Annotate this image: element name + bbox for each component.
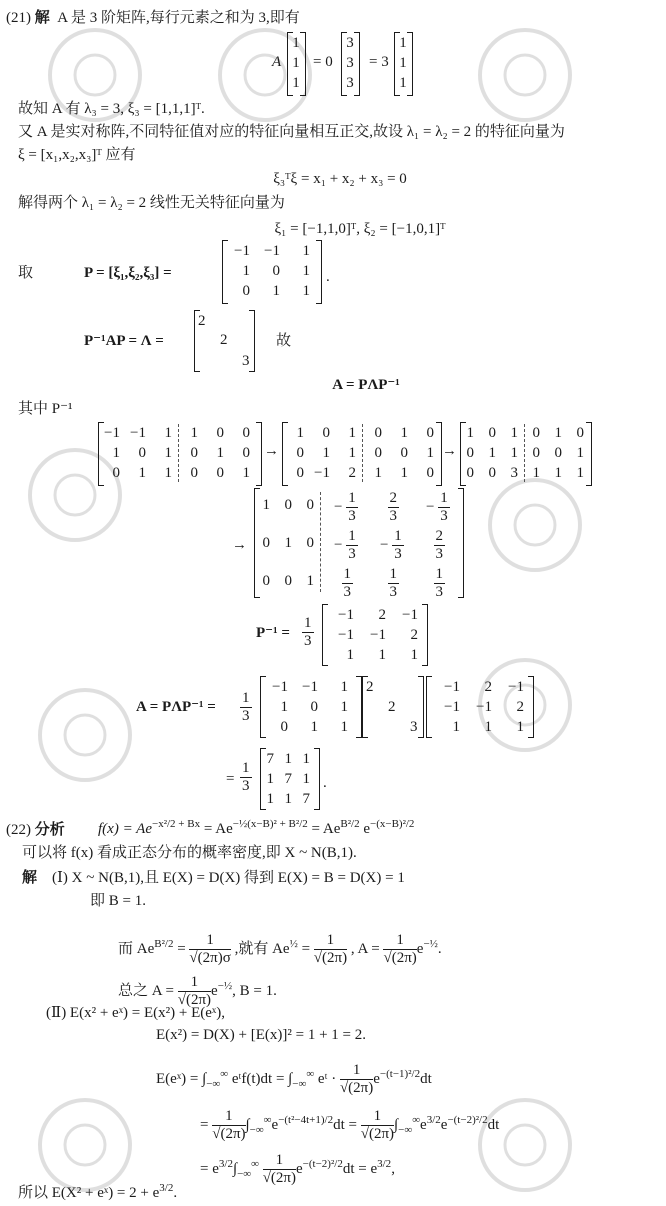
- integral-step2: = $\frac{1}{√(2\pi)}$ $\int_{-\infty}^\infty e^{-(t^2-4t+1)/2}dt$ = $\frac{1}{√(2\pi)}$ $\int_{-\infty}^\infty e^{3/2}e^{-(t-2)^2/2}dt$: [200, 1108, 500, 1143]
- matrix-entry: 0: [488, 425, 496, 441]
- matrix-entry: $\frac{1}{3}$: [389, 566, 397, 601]
- vec-entry: 1: [399, 35, 407, 51]
- matrix-entry: 0: [112, 465, 120, 481]
- matrix-entry: −1: [508, 679, 524, 695]
- matrix-entry: 1: [302, 771, 310, 787]
- lambda-entry: 2: [220, 332, 228, 348]
- matrix-entry: 1: [164, 425, 172, 441]
- matrix-entry: 7: [266, 751, 274, 767]
- problem-number: (22): [6, 822, 31, 838]
- similarity-equation: P⁻¹AP = Λ =: [84, 333, 164, 349]
- matrix-entry: −1: [302, 679, 318, 695]
- P-inverse-label: P⁻¹ =: [256, 625, 290, 641]
- matrix-entry: 1: [302, 751, 310, 767]
- matrix-entry: −1: [476, 699, 492, 715]
- matrix-entry: 1: [348, 445, 356, 461]
- matrix-entry: −1: [444, 679, 460, 695]
- text-line: 又 A 是实对称阵,不同特征值对应的特征向量相互正交,故设 λ₁ = λ₂ = 2 的特征向量为: [18, 124, 565, 140]
- vec-entry: 1: [292, 75, 300, 91]
- watermark-seal-icon: [30, 680, 140, 790]
- lambda-entry: 2: [198, 313, 206, 329]
- matrix-entry: −1: [130, 425, 146, 441]
- matrix-entry: 2: [378, 607, 386, 623]
- text-line: 解得两个 λ₁ = λ₂ = 2 线性无关特征向量为: [18, 195, 285, 211]
- lambda-entry: 2: [388, 699, 396, 715]
- matrix-entry: 0: [554, 445, 562, 461]
- analysis-label: 分析: [34, 820, 65, 838]
- matrix-entry: 1: [410, 647, 418, 663]
- matrix-entry: 1: [576, 445, 584, 461]
- A-equation: A = PΛP⁻¹: [332, 377, 400, 393]
- matrix-entry: 2: [348, 465, 356, 481]
- matrix-entry: 2: [484, 679, 492, 695]
- matrix-entry: 0: [262, 535, 270, 551]
- matrix-entry: 0: [296, 465, 304, 481]
- matrix-entry: 7: [302, 791, 310, 807]
- matrix-entry: 1: [216, 445, 224, 461]
- matrix-entry: 0: [306, 535, 314, 551]
- matrix-entry: 0: [216, 465, 224, 481]
- lambda-entry: 3: [410, 719, 418, 735]
- vec-entry: 1: [399, 55, 407, 71]
- matrix-entry: 0: [284, 573, 292, 589]
- matrix-entry: 0: [138, 445, 146, 461]
- normalization-line: 而 $Ae^{B^2/2}$ = $\frac{1}{√(2\pi)\sigma}$ ,就有 $Ae^{\frac{1}{2}}$ = $\frac{1}{√(2\pi)}$ , A = $\frac{1}{√(2\pi)}$ $e^{-\frac{1}{2}}$.: [118, 932, 442, 967]
- text-line: ξ = [x₁,x₂,x₃]ᵀ 应有: [18, 147, 136, 163]
- matrix-entry: 1: [488, 445, 496, 461]
- A-full-label: A = PΛP⁻¹ =: [136, 699, 216, 715]
- matrix-entry: 1: [262, 497, 270, 513]
- row-reduction-arrow: →: [264, 443, 279, 459]
- matrix-entry: 0: [242, 425, 250, 441]
- solution-label: 解: [22, 868, 38, 886]
- matrix-entry: 2: [410, 627, 418, 643]
- intro-text: A 是 3 阶矩阵,每行元素之和为 3,即有: [57, 10, 300, 26]
- matrix-entry: 7: [284, 771, 292, 787]
- matrix-entry: 0: [322, 425, 330, 441]
- matrix-entry: 1: [554, 465, 562, 481]
- problem-22-header: [6, 822, 65, 838]
- matrix-entry: 1: [284, 535, 292, 551]
- matrix-entry: 1: [340, 719, 348, 735]
- Eex-line: E(eˣ) = $\int_{-\infty}^\infty$ eᵗf(t)dt = $\int_{-\infty}^\infty$ eᵗ · $\frac{1}{√(2\pi)}$ $e^{-(t-1)^2/2}dt$: [156, 1062, 432, 1097]
- matrix-entry: 3: [510, 465, 518, 481]
- matrix-entry: 0: [242, 445, 250, 461]
- therefore-label: 故: [276, 333, 292, 349]
- matrix-entry: 0: [576, 425, 584, 441]
- matrix-entry: −1: [234, 243, 250, 259]
- matrix-entry: 1: [306, 573, 314, 589]
- matrix-entry: 1: [340, 679, 348, 695]
- matrix-entry: −1: [272, 679, 288, 695]
- matrix-entry: 1: [242, 465, 250, 481]
- matrix-entry: −1: [370, 627, 386, 643]
- text-line: (Ⅰ) X ~ N(B,1),且 E(X) = D(X) 得到 E(X) = B = D(X) = 1: [52, 870, 405, 886]
- eigenvectors-equation: ξ₁ = [−1,1,0]ᵀ, ξ₂ = [−1,0,1]ᵀ: [274, 221, 446, 237]
- matrix-entry: 1: [554, 425, 562, 441]
- summary-line: 总之 A = $\frac{1}{√(2\pi)}$ $e^{-\frac{1}{2}}$, B = 1.: [118, 974, 277, 1009]
- matrix-entry: 0: [296, 445, 304, 461]
- vec-entry: 3: [346, 35, 354, 51]
- lambda-entry: 3: [242, 353, 250, 369]
- matrix-entry: 1: [374, 465, 382, 481]
- matrix-entry: 1: [348, 425, 356, 441]
- text-line: 可以将 f(x) 看成正态分布的概率密度,即 X ~ N(B,1).: [22, 845, 357, 861]
- matrix-entry: 0: [306, 497, 314, 513]
- vec-entry: 1: [292, 55, 300, 71]
- matrix-entry: 0: [488, 465, 496, 481]
- matrix-entry: 1: [400, 465, 408, 481]
- vec-entry: 1: [292, 35, 300, 51]
- matrix-entry: −1: [314, 465, 330, 481]
- matrix-entry: 0: [190, 465, 198, 481]
- matrix-entry: 1: [484, 719, 492, 735]
- one-third-frac: $\frac{1}{3}$: [304, 615, 312, 650]
- vec-entry: 3: [346, 55, 354, 71]
- matrix-entry: $\frac{2}{3}$: [435, 528, 443, 563]
- matrix-entry: −1: [338, 607, 354, 623]
- matrix-entry: 0: [374, 425, 382, 441]
- matrix-entry: 1: [510, 445, 518, 461]
- problem-number: (21): [6, 10, 31, 26]
- matrix-entry: 1: [138, 465, 146, 481]
- part2-line: (Ⅱ) E(x² + eˣ) = E(x²) + E(eˣ),: [46, 1005, 226, 1021]
- watermark-seal-icon: [30, 1090, 140, 1200]
- lambda-entry: 2: [366, 679, 374, 695]
- text-line: 即 B = 1.: [90, 893, 146, 909]
- row-reduction-arrow: →: [442, 443, 457, 459]
- matrix-entry: 1: [266, 771, 274, 787]
- problem-21-header: [6, 10, 300, 26]
- vec-entry: 1: [399, 75, 407, 91]
- matrix-entry: 0: [426, 425, 434, 441]
- matrix-entry: 1: [510, 425, 518, 441]
- matrix-entry: −1: [104, 425, 120, 441]
- matrix-entry: 1: [112, 445, 120, 461]
- orthogonality-equation: ξ₃ᵀξ = x₁ + x₂ + x₃ = 0: [273, 171, 407, 187]
- text-line: 故知 A 有 λ₃ = 3, ξ₃ = [1,1,1]ᵀ.: [18, 101, 205, 117]
- matrix-entry: 1: [164, 445, 172, 461]
- matrix-entry: 1: [322, 445, 330, 461]
- matrix-entry: 0: [400, 445, 408, 461]
- matrix-entry: 1: [346, 647, 354, 663]
- matrix-entry: 0: [426, 465, 434, 481]
- matrix-entry: 1: [280, 699, 288, 715]
- matrix-entry: − $\frac{1}{3}$: [334, 490, 356, 525]
- matrix-entry: 0: [262, 573, 270, 589]
- matrix-entry: 1: [284, 791, 292, 807]
- conclusion-line: 所以 E(X² + eˣ) = $2 + e^{3/2}$.: [18, 1182, 178, 1201]
- solution-label: 解: [34, 8, 50, 26]
- matrix-entry: 1: [452, 719, 460, 735]
- watermark-seal-icon: [480, 470, 590, 580]
- vec-entry: 3: [346, 75, 354, 91]
- matrix-entry: 1: [302, 263, 310, 279]
- matrix-entry: 0: [466, 445, 474, 461]
- matrix-entry: $\frac{2}{3}$: [389, 490, 397, 525]
- matrix-entry: 1: [532, 465, 540, 481]
- equals-zero: = 0: [313, 54, 333, 70]
- matrix-entry: $\frac{1}{3}$: [343, 566, 351, 601]
- matrix-entry: −1: [444, 699, 460, 715]
- matrix-entry: 1: [190, 425, 198, 441]
- matrix-entry: 0: [532, 425, 540, 441]
- matrix-entry: 0: [284, 497, 292, 513]
- matrix-A-symbol: A: [272, 54, 282, 70]
- matrix-entry: 0: [216, 425, 224, 441]
- take-label: 取: [18, 265, 34, 281]
- matrix-entry: 1: [516, 719, 524, 735]
- one-third-frac: $\frac{1}{3}$: [242, 690, 250, 725]
- matrix-entry: − $\frac{1}{3}$: [380, 528, 402, 563]
- matrix-entry: −1: [264, 243, 280, 259]
- matrix-entry: 1: [340, 699, 348, 715]
- one-third-frac: $\frac{1}{3}$: [242, 760, 250, 795]
- matrix-entry: 1: [272, 283, 280, 299]
- matrix-entry: 1: [164, 465, 172, 481]
- watermark-seal-icon: [470, 1090, 580, 1200]
- matrix-entry: 1: [378, 647, 386, 663]
- watermark-seal-icon: [470, 20, 580, 130]
- P-definition: P = [ξ₁,ξ₂,ξ₃] =: [84, 265, 172, 281]
- matrix-entry: 1: [302, 243, 310, 259]
- matrix-entry: 0: [374, 445, 382, 461]
- matrix-entry: 1: [284, 751, 292, 767]
- matrix-entry: 1: [266, 791, 274, 807]
- matrix-entry: −1: [338, 627, 354, 643]
- matrix-entry: 1: [576, 465, 584, 481]
- matrix-entry: 0: [532, 445, 540, 461]
- matrix-entry: − $\frac{1}{3}$: [334, 528, 356, 563]
- matrix-entry: 0: [242, 283, 250, 299]
- matrix-entry: 0: [272, 263, 280, 279]
- Ex2-line: E(x²) = D(X) + [E(x)]² = 1 + 1 = 2.: [156, 1027, 366, 1043]
- matrix-entry: 1: [242, 263, 250, 279]
- matrix-entry: 1: [426, 445, 434, 461]
- matrix-entry: 1: [310, 719, 318, 735]
- matrix-entry: − $\frac{1}{3}$: [426, 490, 448, 525]
- row-reduction-arrow: →: [232, 537, 247, 553]
- matrix-entry: 0: [310, 699, 318, 715]
- matrix-entry: $\frac{1}{3}$: [435, 566, 443, 601]
- equals-three: = 3: [369, 54, 389, 70]
- matrix-entry: 1: [302, 283, 310, 299]
- matrix-entry: 1: [466, 425, 474, 441]
- integral-step3: = $e^{3/2}\int_{-\infty}^\infty$ $\frac{1}{√(2\pi)}$ $e^{-(t-2)^2/2}dt = e^{3/2}$,: [200, 1152, 395, 1187]
- solution-part1: [22, 870, 405, 886]
- matrix-entry: −1: [402, 607, 418, 623]
- matrix-entry: 1: [400, 425, 408, 441]
- matrix-entry: 1: [296, 425, 304, 441]
- density-expression: $f(x) = Ae^{-x^2/2 + Bx} = Ae^{-\frac{1}{2}(x-B)^2 + B^2/2} = Ae^{B^2/2}$ $e^{-(x-B)^2/2}$: [98, 818, 415, 837]
- matrix-entry: 0: [466, 465, 474, 481]
- matrix-entry: 2: [516, 699, 524, 715]
- matrix-entry: 0: [190, 445, 198, 461]
- where-label: 其中 P⁻¹: [18, 401, 73, 417]
- matrix-entry: 0: [280, 719, 288, 735]
